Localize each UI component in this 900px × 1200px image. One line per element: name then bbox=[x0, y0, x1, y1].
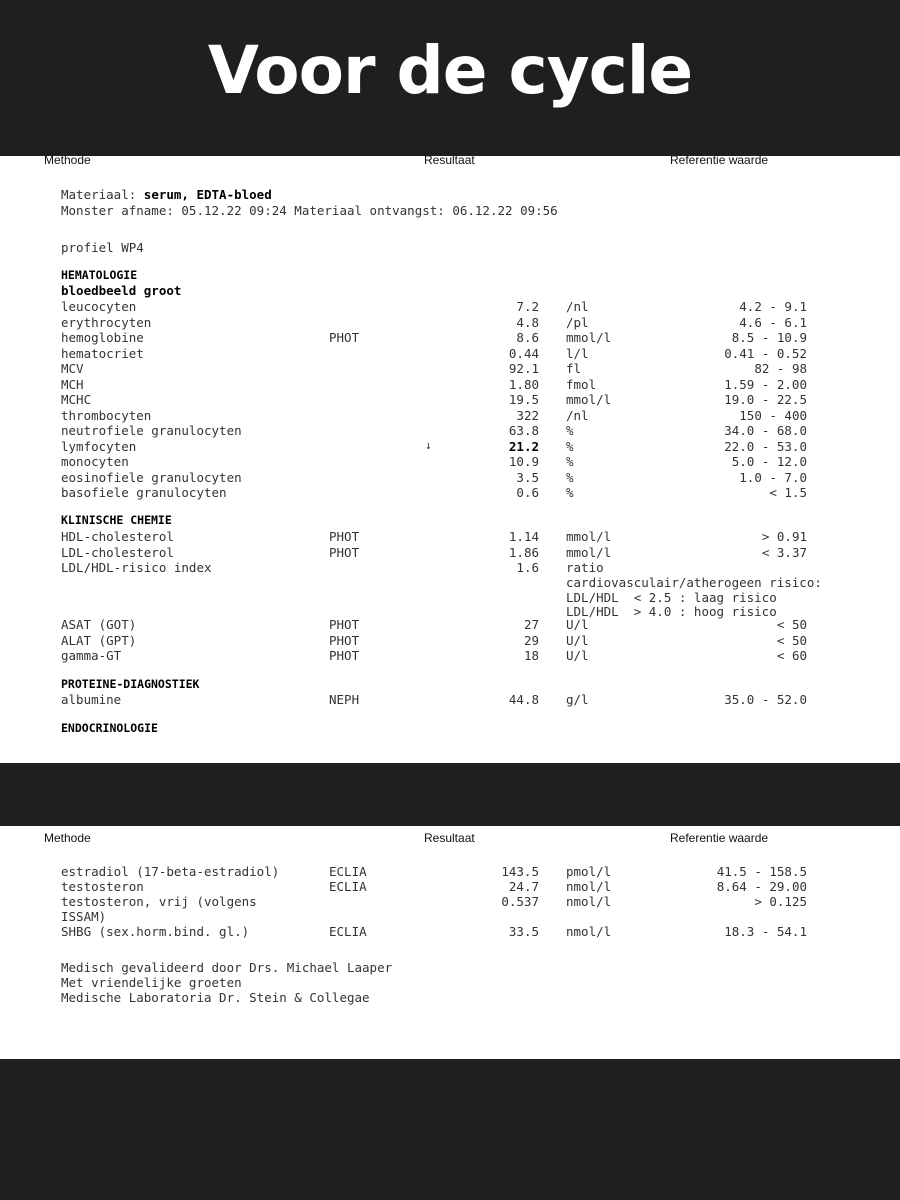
table-row bbox=[0, 692, 900, 707]
result-value: 19.5 bbox=[508, 392, 539, 407]
result-unit: % bbox=[566, 485, 574, 500]
result-unit: % bbox=[566, 423, 574, 438]
result-value: 21.2 bbox=[508, 438, 539, 454]
method: PHOT bbox=[329, 529, 360, 544]
table-row bbox=[0, 924, 900, 939]
method: PHOT bbox=[329, 330, 360, 345]
column-header-result: Resultaat bbox=[424, 831, 475, 845]
reference-range: 1.0 - 7.0 bbox=[739, 469, 807, 485]
result-value: 63.8 bbox=[508, 423, 539, 438]
column-header-method: Methode bbox=[44, 156, 91, 167]
sample-line: Monster afname: 05.12.22 09:24 Materiaal ontvangst: 06.12.22 09:56 bbox=[61, 203, 558, 218]
reference-range: 34.0 - 68.0 bbox=[724, 423, 807, 438]
reference-range: < 1.5 bbox=[769, 485, 807, 500]
test-name: thrombocyten bbox=[61, 407, 152, 423]
reference-range: 18.3 - 54.1 bbox=[724, 924, 807, 939]
reference-range: 41.5 - 158.5 bbox=[716, 864, 807, 879]
table-row bbox=[0, 423, 900, 438]
section-endocrinologie: ENDOCRINOLOGIE bbox=[61, 721, 158, 735]
reference-range: 8.64 - 29.00 bbox=[716, 879, 807, 894]
result-value: 0.6 bbox=[516, 485, 539, 500]
reference-range: 22.0 - 53.0 bbox=[724, 438, 807, 454]
table-row bbox=[0, 299, 900, 314]
reference-range: 0.41 - 0.52 bbox=[724, 345, 807, 361]
result-value: 322 bbox=[516, 407, 539, 423]
column-header-method: Methode bbox=[44, 831, 91, 845]
test-name: MCH bbox=[61, 376, 84, 392]
reference-range: 5.0 - 12.0 bbox=[731, 454, 807, 469]
test-name: lymfocyten bbox=[61, 438, 137, 454]
result-unit: l/l bbox=[566, 345, 589, 361]
reference-range: 8.5 - 10.9 bbox=[731, 330, 807, 345]
test-name: leucocyten bbox=[61, 299, 137, 314]
result-unit: nmol/l bbox=[566, 924, 612, 939]
table-row bbox=[0, 633, 900, 648]
material-line bbox=[61, 187, 272, 202]
test-name: erythrocyten bbox=[61, 314, 152, 330]
headline: Voor de cycle bbox=[207, 31, 693, 109]
method: PHOT bbox=[329, 632, 360, 648]
section-klinische-chemie: KLINISCHE CHEMIE bbox=[61, 513, 172, 527]
test-name: ASAT (GOT) bbox=[61, 617, 137, 632]
result-value: 0.44 bbox=[508, 345, 539, 361]
result-value: 3.5 bbox=[516, 469, 539, 485]
method: PHOT bbox=[329, 617, 360, 632]
result-unit: ratio bbox=[566, 560, 604, 575]
test-name: basofiele granulocyten bbox=[61, 485, 227, 500]
test-name: HDL-cholesterol bbox=[61, 529, 174, 544]
flag-indicator: ↓ bbox=[425, 438, 432, 452]
result-value: 18 bbox=[523, 648, 539, 663]
section-bloedbeeld: bloedbeeld groot bbox=[61, 283, 182, 298]
test-name: ISSAM) bbox=[61, 909, 107, 924]
section-proteine: PROTEINE-DIAGNOSTIEK bbox=[61, 677, 200, 691]
profile-line: profiel WP4 bbox=[61, 240, 144, 255]
table-row bbox=[0, 909, 900, 924]
column-header-reference: Referentie waarde bbox=[670, 156, 769, 167]
result-unit: mmol/l bbox=[566, 544, 612, 560]
risk-note-1: cardiovasculair/atherogeen risico: bbox=[566, 575, 822, 590]
result-unit: U/l bbox=[566, 648, 589, 663]
result-value: 24.7 bbox=[508, 879, 539, 894]
result-value: 27 bbox=[523, 617, 539, 632]
table-row bbox=[0, 879, 900, 894]
test-name: neutrofiele granulocyten bbox=[61, 423, 242, 438]
table-row bbox=[0, 361, 900, 376]
table-row bbox=[0, 617, 900, 632]
table-row bbox=[0, 470, 900, 485]
result-unit: U/l bbox=[566, 617, 589, 632]
result-value: 33.5 bbox=[508, 924, 539, 939]
result-value: 4.8 bbox=[516, 314, 539, 330]
result-value: 44.8 bbox=[508, 692, 539, 707]
table-row bbox=[0, 315, 900, 330]
section-hematologie: HEMATOLOGIE bbox=[61, 268, 138, 282]
test-name: ALAT (GPT) bbox=[61, 632, 137, 648]
footer-line-1: Medisch gevalideerd door Drs. Michael Laaper bbox=[61, 960, 393, 975]
reference-range: > 0.125 bbox=[754, 894, 807, 909]
column-header-reference: Referentie waarde bbox=[670, 831, 769, 845]
reference-range: < 60 bbox=[776, 648, 807, 663]
table-row bbox=[0, 864, 900, 879]
reference-range: 4.6 - 6.1 bbox=[739, 314, 807, 330]
result-unit: nmol/l bbox=[566, 879, 612, 894]
method: ECLIA bbox=[329, 864, 367, 879]
table-row bbox=[0, 392, 900, 407]
method: PHOT bbox=[329, 648, 360, 663]
column-header-result: Resultaat bbox=[424, 156, 475, 167]
reference-range: 19.0 - 22.5 bbox=[724, 392, 807, 407]
result-value: 1.14 bbox=[508, 529, 539, 544]
result-unit: /pl bbox=[566, 314, 589, 330]
method: NEPH bbox=[329, 692, 360, 707]
reference-range: > 0.91 bbox=[761, 529, 807, 544]
test-name: SHBG (sex.horm.bind. gl.) bbox=[61, 924, 250, 939]
test-name: hemoglobine bbox=[61, 330, 144, 345]
material-value: serum, EDTA-bloed bbox=[143, 187, 272, 202]
method: ECLIA bbox=[329, 924, 367, 939]
risk-note-2: LDL/HDL < 2.5 : laag risico bbox=[566, 590, 777, 605]
reference-range: 82 - 98 bbox=[754, 361, 807, 376]
reference-range: < 50 bbox=[776, 632, 807, 648]
test-name: gamma-GT bbox=[61, 648, 122, 663]
test-name: hematocriet bbox=[61, 345, 144, 361]
test-name: albumine bbox=[61, 692, 122, 707]
table-row bbox=[0, 560, 900, 575]
result-unit: fmol bbox=[566, 376, 597, 392]
reference-range: 4.2 - 9.1 bbox=[739, 299, 807, 314]
result-value: 7.2 bbox=[516, 299, 539, 314]
table-row bbox=[0, 330, 900, 345]
result-unit: /nl bbox=[566, 407, 589, 423]
table-row bbox=[0, 346, 900, 361]
table-row bbox=[0, 529, 900, 544]
result-value: 92.1 bbox=[508, 361, 539, 376]
method: PHOT bbox=[329, 544, 360, 560]
risk-note-3: LDL/HDL > 4.0 : hoog risico bbox=[566, 604, 777, 619]
result-unit: % bbox=[566, 469, 574, 485]
reference-range: 1.59 - 2.00 bbox=[724, 376, 807, 392]
table-row bbox=[0, 408, 900, 423]
result-unit: pmol/l bbox=[566, 864, 612, 879]
result-unit: /nl bbox=[566, 299, 589, 314]
material-label: Materiaal: bbox=[61, 187, 137, 202]
result-unit: % bbox=[566, 438, 574, 454]
result-unit: U/l bbox=[566, 632, 589, 648]
test-name: MCHC bbox=[61, 392, 92, 407]
table-row bbox=[0, 439, 900, 454]
result-unit: mmol/l bbox=[566, 529, 612, 544]
table-row bbox=[0, 648, 900, 663]
footer-line-3: Medische Laboratoria Dr. Stein & Collegae bbox=[61, 990, 370, 1005]
lab-report-page-1 bbox=[0, 156, 900, 763]
test-name: LDL/HDL-risico index bbox=[61, 560, 212, 575]
result-value: 1.6 bbox=[516, 560, 539, 575]
reference-range: < 3.37 bbox=[761, 544, 807, 560]
result-value: 8.6 bbox=[516, 330, 539, 345]
result-unit: % bbox=[566, 454, 574, 469]
result-unit: g/l bbox=[566, 692, 589, 707]
result-value: 143.5 bbox=[501, 864, 539, 879]
result-value: 10.9 bbox=[508, 454, 539, 469]
test-name: MCV bbox=[61, 361, 84, 376]
test-name: estradiol (17-beta-estradiol) bbox=[61, 864, 280, 879]
result-value: 1.80 bbox=[508, 376, 539, 392]
test-name: testosteron, vrij (volgens bbox=[61, 894, 257, 909]
table-row bbox=[0, 894, 900, 909]
test-name: LDL-cholesterol bbox=[61, 544, 174, 560]
result-value: 0.537 bbox=[501, 894, 539, 909]
test-name: monocyten bbox=[61, 454, 129, 469]
table-row bbox=[0, 377, 900, 392]
table-row bbox=[0, 485, 900, 500]
result-unit: mmol/l bbox=[566, 392, 612, 407]
result-value: 1.86 bbox=[508, 544, 539, 560]
test-name: testosteron bbox=[61, 879, 144, 894]
table-row bbox=[0, 545, 900, 560]
result-unit: fl bbox=[566, 361, 582, 376]
table-row bbox=[0, 454, 900, 469]
result-value: 29 bbox=[523, 632, 539, 648]
method: ECLIA bbox=[329, 879, 367, 894]
footer-line-2: Met vriendelijke groeten bbox=[61, 975, 242, 990]
result-unit: mmol/l bbox=[566, 330, 612, 345]
result-unit: nmol/l bbox=[566, 894, 612, 909]
reference-range: 150 - 400 bbox=[739, 407, 807, 423]
test-name: eosinofiele granulocyten bbox=[61, 469, 242, 485]
reference-range: < 50 bbox=[776, 617, 807, 632]
reference-range: 35.0 - 52.0 bbox=[724, 692, 807, 707]
lab-report-page-2 bbox=[0, 826, 900, 1059]
